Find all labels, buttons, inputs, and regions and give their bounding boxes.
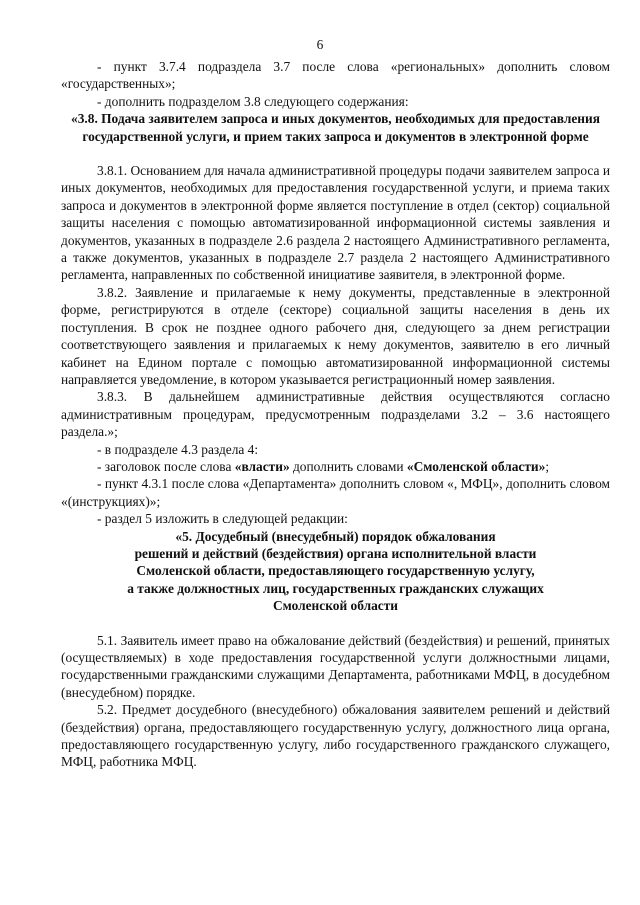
heading-line: Смоленской области: [272, 598, 399, 614]
page-number: 6: [316, 37, 324, 52]
document-body: [61, 58, 610, 771]
text-run: ;: [545, 458, 550, 474]
bold-run: «Смоленской области»: [406, 458, 546, 474]
heading-line: а также должностных лиц, государственных гражданских служащих: [127, 580, 544, 596]
paragraph-5-1: 5.1. Заявитель имеет право на обжалование действий (бездействия) и решений, принятых (осуществляемых) в ходе предоставления государственной услуги должностными лицами, государственными гражданскими служащими Департамента, работниками МФЦ, в досудебном (внесудебном) порядке.: [61, 632, 610, 700]
paragraph-heading-amend: [61, 458, 610, 475]
paragraph-section-4-3: - в подразделе 4.3 раздела 4:: [97, 441, 259, 457]
text-run: - заголовок после слова: [97, 458, 235, 474]
heading-section-5: [61, 528, 610, 615]
paragraph-add-3-8: - дополнить подразделом 3.8 следующего содержания:: [97, 93, 409, 109]
paragraph-4-3-1: - пункт 4.3.1 после слова «Департамента» дополнить словом «, МФЦ», дополнить словом «(инструкциях)»;: [61, 476, 610, 509]
heading-line: Смоленской области, предоставляющего государственную услугу,: [136, 563, 535, 579]
text-run: дополнить словами: [289, 458, 407, 474]
paragraph-3-8-3: 3.8.3. В дальнейшем административные действия осуществляются согласно административным процедурам, предусмотренным подразделами 3.2 – 3.6 настоящего раздела.»;: [61, 389, 610, 440]
heading-3-8: «3.8. Подача заявителем запроса и иных документов, необходимых для предоставления государственной услуги, и прием таких запроса и документов в электронной форме: [71, 111, 600, 144]
paragraph-3-8-1: 3.8.1. Основанием для начала административной процедуры подачи заявителем запроса и иных документов, необходимых для предоставления государственной услуги, и приема таких запроса и документов в электронной форме является поступление в отдел (сектор) социальной защиты населения с помощью автоматизированной информационной системы заявления и документов, указанных в подразделе 2.6 раздела 2 настоящего Административного регламента, а также документов, указанных в подразделе 2.7 раздела 2 настоящего Административного регламента, направленных по собственной инициативе заявителя, в электронной форме.: [61, 163, 610, 283]
paragraph-amend-3-7-4: - пункт 3.7.4 подраздела 3.7 после слова «региональных» дополнить словом «государственных»;: [61, 59, 610, 92]
heading-line: «5. Досудебный (внесудебный) порядок обжалования: [175, 528, 496, 544]
bold-run: «власти»: [234, 458, 290, 474]
heading-line: решений и действий (бездействия) органа исполнительной власти: [134, 545, 537, 561]
paragraph-section-5: - раздел 5 изложить в следующей редакции:: [97, 511, 348, 527]
paragraph-5-2: 5.2. Предмет досудебного (внесудебного) обжалования заявителем решений и действий (бездействия) органа, предоставляющего государственную услугу, должностного лица органа, предоставляющего государственную услугу, либо государственного гражданского служащего, МФЦ, работника МФЦ.: [61, 702, 610, 770]
paragraph-3-8-2: 3.8.2. Заявление и прилагаемые к нему документы, представленные в электронной форме, регистрируются в отделе (секторе) социальной защиты населения в день их поступления. В срок не позднее одного рабочего дня, следующего за днем регистрации соответствующего заявления и прилагаемых к нему документов, заявителю в его личный кабинет на Едином портале с помощью автоматизированной информационной системы направляется уведомление, в котором указывается регистрационный номер заявления.: [61, 284, 610, 387]
